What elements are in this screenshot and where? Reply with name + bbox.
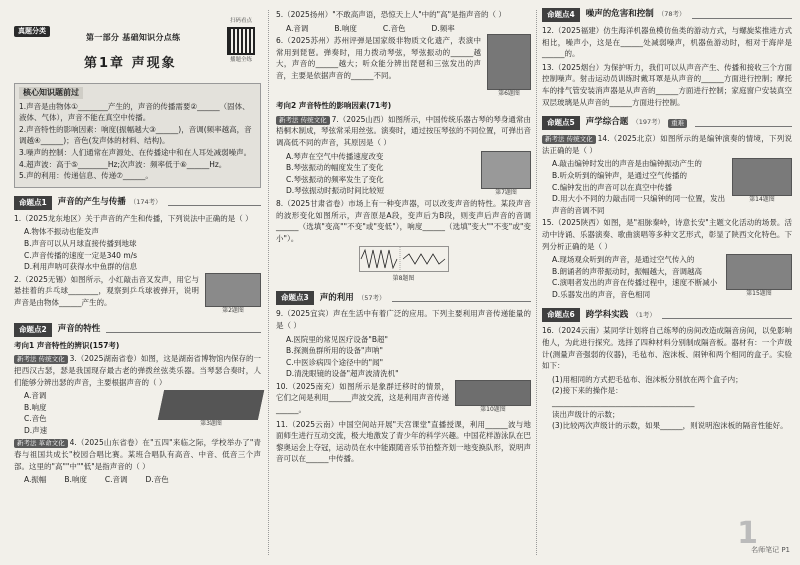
question-14-text: 14.（2025北京）如图所示的是编钟演奏的情境，下列说法正确的是（ ） [542, 134, 792, 155]
option: D.清洗眼镜的设备"超声波清洗机" [286, 369, 399, 379]
figure-7 [481, 151, 531, 197]
section-title: 声音的产生与传播 [57, 196, 126, 207]
section-count: （1考） [632, 310, 656, 319]
section-count: （174考） [129, 197, 162, 206]
question-14-options-row [542, 158, 792, 216]
question-7-text: 7.（2025山西）如图所示，中国传统乐器古琴的琴身通常由梧桐木制成，琴弦常采用丝弦。演奏时，通过按压琴弦的不同位置，可弹出音调高低不同的声音，其原因是（ ） [276, 114, 531, 147]
option: D.用大小不同的力敲击同一只编钟的同一位置，发出声音的音调不同 [552, 194, 726, 215]
question-6: 6.（2025苏州）苏州评弹是国家级非物质文化遗产，表演中常用到琵琶。弹奏时，用力拨动琴弦，琴弦振动的______越大，声音的______越大；听众能分辨出琵琶和三弦发出的声音，主要是依据声音的______不同。 [276, 36, 481, 80]
section-count: （197考） [632, 118, 665, 127]
question-2-row [14, 273, 261, 315]
question-3-text: 3.（2025湖南省卷）如图，这是湖南省博物馆内保存的一把西汉古瑟，瑟是我国现存最古老的弹拨丝弦类乐器。当琴瑟合奏时，人们能够分辨出瑟的声音，主要根据声音的（ ） [14, 354, 261, 387]
question-1: 1.（2025龙东地区）关于声音的产生和传播，下列说法中正确的是（ ） [14, 213, 253, 223]
question-14 [542, 133, 792, 156]
step: (1)用相同的方式把毛毡布、泡沫板分别放在两个盒子内； [552, 374, 743, 384]
option: D.音色 [145, 475, 169, 485]
qr-code-icon[interactable] [227, 27, 255, 55]
section-tag: 命题点5 [542, 116, 580, 130]
option: B.响度 [334, 23, 357, 33]
figure-2 [205, 273, 261, 315]
elephant-herd-photo-icon [455, 380, 531, 406]
step: (3)比较两次声级计的示数，如果______，则说明泡沫板的隔音性能好。 [552, 421, 788, 431]
figure-caption: 第8题图 [392, 275, 415, 283]
section-header [14, 323, 261, 337]
section-count: （78考） [657, 10, 686, 19]
question-15: 15.（2025陕西）如图，是"祖脉秦岭，诗意长安"主题文化活动的场景。活动中诗诵、乐器演奏、歌曲演唱等多种文艺形式，彰显了陕西文化特色。下列分析正确的是（ ） [542, 218, 792, 251]
divider [168, 199, 261, 206]
page-footer: 名师笔记 P1 [751, 546, 790, 555]
option: A.医院里的常见医疗设备"B超" [286, 334, 388, 344]
knowledge-item: 5.声的利用：传递信息、传递⑦______。 [19, 171, 153, 181]
question-5-options [276, 23, 531, 35]
option: D.琴弦振动时振动时间比较短 [286, 186, 385, 196]
knowledge-item: 3.噪声的控制：人们通常在声源处、在传播途中和在人耳处减弱噪声。 [19, 147, 252, 157]
zither-photo-icon [158, 390, 264, 420]
guqin-photo-icon [481, 151, 531, 189]
question-9: 9.（2025宜宾）声在生活中有着广泛的应用。下列主要利用声音传递能量的是（ ） [276, 309, 531, 330]
step: 读出声级计的示数； [552, 409, 620, 419]
direction-title: 考向2 声音特性的影响因素(71考) [276, 101, 392, 111]
figure-10 [455, 380, 531, 418]
direction-title: 考向1 声音特性的辨识(157考) [14, 340, 120, 350]
figure-caption: 第6题图 [498, 90, 520, 98]
divider [662, 312, 792, 319]
answer-line: ______________________________________ [552, 398, 695, 408]
divider [692, 12, 792, 19]
figure-3 [161, 390, 261, 436]
option: B.琴弦振动的幅度发生了变化 [286, 163, 384, 173]
question-7 [276, 114, 531, 149]
option: A.琴声在空气中传播速度改变 [286, 151, 384, 161]
option: A.敲击编钟时发出的声音是由编钟振动产生的 [552, 159, 702, 169]
option: D.利用声呐可获得水中鱼群的信息 [24, 262, 138, 272]
question-4-options [14, 474, 261, 486]
section-title: 噪声的危害和控制 [585, 9, 654, 20]
question-12: 12.（2025福建）仿生海洋机器鱼模仿鱼类的游动方式，与螺旋桨推进方式相比，噪声小，这是在______处减弱噪声，机器鱼游动时，相对于海岸是______的。 [542, 26, 792, 59]
option: C.琴弦振动的频率发生了变化 [286, 174, 384, 184]
divider [392, 295, 531, 302]
option: D.乐器发出的声音，音色相同 [552, 289, 651, 299]
section-count: （57考） [357, 293, 386, 302]
waveform-icon [359, 246, 449, 272]
section-tag: 命题点2 [14, 323, 52, 337]
chapter-title: 第1章 声现象 [84, 56, 177, 71]
option: C.音色 [382, 23, 406, 33]
question-5: 5.（2025扬州）"不敢高声语，恐惊天上人"中的"高"是指声音的（ ） [276, 10, 506, 19]
question-15-options-row [542, 254, 792, 300]
performance-photo-icon [726, 254, 792, 290]
question-13: 13.（2025烟台）为保护听力，我们可以从声音产生、传播和接收三个方面控制噪声。射击运动员训练时戴耳罩是从声音的______方面进行控制；摩托车的排气管安装消声器是从声音的______方面进行控制；家庭窗户安装真空双层玻璃是从声音的______方面进行控制。 [542, 62, 792, 107]
figure-caption: 第15题图 [746, 290, 772, 298]
option: A.音调 [24, 391, 47, 401]
section-tag: 命题点1 [14, 196, 52, 210]
question-8: 8.（2025甘肃省卷）市场上有一种变声器，可以改变声音的特性。某段声音的波形变化如图所示，声音原是A段，变声后为B段，则变声后声音的音调______（选填"变高""不变"或"变低"），响度______（选填"变大""不变"或"变小"）。 [276, 198, 531, 243]
option: C.音色 [24, 414, 47, 424]
option: B.响度 [24, 402, 47, 412]
section-header [276, 291, 531, 305]
figure-caption: 第3题图 [200, 420, 222, 428]
section-tag: 命题点4 [542, 8, 580, 22]
section-header [14, 196, 261, 210]
figure-6 [487, 34, 531, 98]
option: A.振幅 [24, 475, 47, 485]
section-tag: 命题点6 [542, 308, 580, 322]
page-number-large: 1 [737, 516, 758, 551]
qr-caption: 扫码看点 [229, 18, 252, 24]
new-method-tag: 新考法 传统文化 [276, 116, 330, 125]
section-title: 声的利用 [319, 292, 354, 303]
option: D.频率 [431, 23, 455, 33]
step: (2)接下来的操作是： [552, 386, 623, 396]
option: B.探测鱼群所用的设备"声呐" [286, 346, 383, 356]
divider [695, 120, 792, 127]
divider [106, 326, 261, 333]
question-16: 16.（2024云南）某同学计划将自己练琴的房间改造成隔音房间，以免影响他人，为此进行探究。选择了四种材料分别制成隔音板。器材有：一个声级计(测量声音强弱的仪器)，毛毡布、泡沫板、闹钟和两个相同的盒子。实验如下： [542, 326, 792, 371]
figure-caption: 第14题图 [749, 196, 775, 204]
section-tag: 命题点3 [276, 291, 314, 305]
new-method-tag: 新考法 传统文化 [542, 135, 596, 144]
question-10: 10.（2025南充）如图所示是象群迁移时的情景，它们之间是利用______声波交流，这是利用声音传递______。 [276, 381, 449, 415]
figure-15 [726, 254, 792, 300]
tuning-fork-photo-icon [205, 273, 261, 307]
new-method-tag: 新考法 传统文化 [14, 355, 68, 364]
knowledge-item: 1.声音是由物体①________产生的，声音的传播需要②______（固体、液体、气体），声音不能在真空中传播。 [19, 101, 250, 123]
question-6-row [276, 34, 531, 98]
question-2: 2.（2025无锡）如图所示，小红敲击音叉发声，用它与悬挂着的乒乓球________，观察到乒乓球被弹开，说明声音是由物体______产生的。 [14, 274, 199, 307]
option: C.编钟发出的声音可以在真空中传播 [552, 182, 673, 192]
option: A.物体不振动也能发声 [24, 227, 99, 237]
part-title: 第一部分 基础知识分点练 [86, 33, 181, 42]
option: B.听众听到的编钟声，是通过空气传播的 [552, 170, 688, 180]
question-11: 11.（2025云南）中国空间站开展"天宫课堂"直播授课，利用______波与地面师生进行互动交流，极大地激发了青少年的科学兴趣。中国花样游泳队在巴黎奥运会上夺冠，运动员在水中能跟随音乐节拍整齐划一地变换队形，说明声音可以在______中传播。 [276, 419, 531, 464]
option: A.现场观众听到的声音，是通过空气传入的 [552, 255, 695, 265]
option: C.声音传播的速度一定是340 m/s [24, 250, 138, 260]
section-header [542, 308, 792, 322]
option: B.响度 [64, 475, 87, 485]
knowledge-item: 4.超声波：高于⑤________Hz;次声波：频率低于⑥______Hz。 [19, 159, 227, 169]
section-header [542, 116, 792, 130]
figure-14 [732, 158, 792, 216]
question-10-row [276, 380, 531, 418]
section-title: 声学综合题 [585, 117, 629, 128]
section-header [542, 8, 792, 22]
section-title: 声音的特性 [57, 323, 101, 334]
option: A.音调 [286, 23, 309, 33]
column-divider [536, 10, 537, 555]
option: C.音调 [104, 475, 128, 485]
question-3-options-row [14, 390, 261, 436]
qr-caption-2: 播题全练 [229, 57, 252, 63]
pipa-photo-icon [487, 34, 531, 90]
figure-caption: 第2题图 [222, 306, 244, 314]
section-title: 跨学科实践 [585, 309, 629, 320]
option: D.声速 [24, 425, 48, 435]
figure-8 [354, 246, 454, 283]
question-7-options-row [276, 151, 531, 197]
option: C.演唱者发出的声音在传播过程中，速度不断减小 [552, 278, 718, 288]
difficulty-badge: 重难 [668, 119, 687, 128]
knowledge-item: 2.声音特性的影响因素：响度(振幅越大③______)，音调(频率越高，音调越④______)；音色(发声体的材料、结构)。 [19, 124, 252, 146]
knowledge-title: 核心知识题前过 [19, 87, 83, 99]
option: C.中医诊病四个途径中的"闻" [286, 357, 384, 367]
bianzhong-photo-icon [732, 158, 792, 196]
new-method-tag: 新考法 革命文化 [14, 439, 68, 448]
option: B.声音可以从月球直接传播到地球 [24, 238, 137, 248]
knowledge-box [14, 83, 261, 188]
logo: 真题分类 [14, 26, 50, 37]
question-3 [14, 353, 261, 388]
qr-block [221, 18, 261, 64]
figure-caption: 第10题图 [480, 405, 506, 413]
question-4 [14, 437, 261, 472]
column-right [542, 8, 792, 432]
figure-caption: 第7题图 [495, 188, 517, 196]
column-middle [276, 8, 531, 467]
column-left [14, 8, 261, 486]
column-divider [268, 10, 269, 555]
question-4-text: 4.（2025山东省卷）在"五四"来临之际，学校举办了"青春与祖国共成长"校园合唱比赛。某班合唱队有高音、中音、低音三个声部。这里的"高""中""低"是指声音的（ ） [14, 438, 261, 471]
option: B.朗诵者的声带振动时，振幅越大，音调越高 [552, 266, 703, 276]
